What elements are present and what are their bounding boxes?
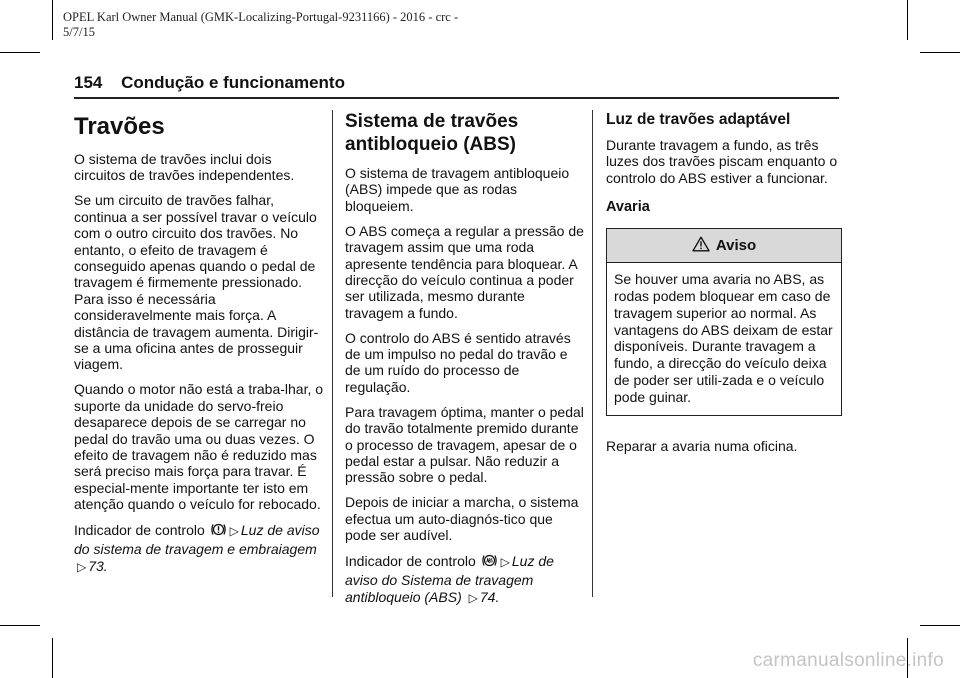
watermark: carmanualsonline.info bbox=[752, 650, 944, 671]
warning-label: Aviso bbox=[715, 236, 757, 254]
running-head bbox=[74, 73, 345, 93]
heading-brakes: Travões bbox=[74, 113, 165, 140]
paragraph: Durante travagem a fundo, as três luzes dos travões piscam enquanto o controlo do ABS estiver a funcionar. bbox=[606, 137, 838, 186]
column-brakes bbox=[74, 110, 324, 584]
warning-box bbox=[606, 228, 842, 415]
warning-header bbox=[607, 229, 841, 263]
indicator-reference bbox=[345, 552, 585, 606]
indicator-reference bbox=[74, 521, 324, 575]
document-header-line: OPEL Karl Owner Manual (GMK-Localizing-Portugal-9231166) - 2016 - crc - bbox=[63, 10, 459, 24]
cross-reference-page: 74. bbox=[479, 588, 500, 605]
paragraph: O sistema de travões inclui dois circuitos de travões independentes. bbox=[74, 151, 295, 184]
paragraph: O ABS começa a regular a pressão de travagem assim que uma roda apresente tendência para bloquear. A direcção do veículo continua a poder ser utilizada, mesmo durante travagem a fundo. bbox=[345, 222, 584, 321]
warning-text: Se houver uma avaria no ABS, as rodas podem bloquear em caso de travagem superior ao normal. As vantagens do ABS deixam de estar disponíveis. Durante travagem a fundo, a direcção do veículo deixa de poder ser utili-zada e o veículo pode guinar. bbox=[614, 271, 833, 405]
section-title: Condução e funcionamento bbox=[121, 73, 345, 92]
cross-reference-title: Luz de aviso do sistema de travagem e embraiagem bbox=[74, 522, 320, 558]
cross-reference-page: 73. bbox=[88, 557, 108, 574]
header-rule bbox=[74, 97, 839, 99]
cross-reference-title: Luz de aviso do Sistema de travagem antibloqueio (ABS) bbox=[345, 553, 554, 605]
heading-fault: Avaria bbox=[606, 199, 650, 216]
crop-mark bbox=[0, 625, 40, 626]
page-reference-arrow-icon: ▷ bbox=[500, 555, 510, 570]
heading-abs: Sistema de travões antibloqueio (ABS) bbox=[345, 111, 519, 155]
page-number: 154 bbox=[74, 73, 103, 92]
page-reference-arrow-icon: ▷ bbox=[77, 559, 87, 574]
document-header-date: 5/7/15 bbox=[63, 25, 95, 39]
paragraph: Para travagem óptima, manter o pedal do travão totalmente premido durante o processo de travagem, apesar de o pedal estar a pulsar. Não reduzir a pressão sobre o pedal. bbox=[345, 403, 584, 486]
column-adaptive-brake-light bbox=[606, 110, 842, 463]
paragraph: O sistema de travagem antibloqueio (ABS) impede que as rodas bloqueiem. bbox=[345, 165, 570, 214]
abs-icon bbox=[481, 552, 498, 572]
crop-mark bbox=[920, 52, 960, 53]
warning-triangle-icon bbox=[692, 236, 710, 256]
column-abs bbox=[345, 110, 585, 615]
indicator-prefix: Indicador de controlo bbox=[345, 553, 476, 570]
crop-mark bbox=[0, 52, 40, 53]
crop-mark bbox=[52, 0, 53, 40]
page-reference-arrow-icon: ▷ bbox=[468, 590, 478, 605]
page-reference-arrow-icon: ▷ bbox=[229, 524, 239, 539]
crop-mark bbox=[920, 625, 960, 626]
brake-warning-icon bbox=[210, 521, 227, 541]
crop-mark bbox=[52, 638, 53, 678]
column-divider bbox=[592, 110, 593, 597]
paragraph: O controlo do ABS é sentido através de um impulso no pedal do travão e de um ruído do processo de regulação. bbox=[345, 329, 571, 395]
paragraph: Reparar a avaria numa oficina. bbox=[606, 437, 798, 454]
paragraph: Se um circuito de travões falhar, continua a ser possível travar o veículo com o outro circuito dos travões. No entanto, o efeito de travagem é conseguido apenas quando o pedal de travagem é firmemente pressionado. Para isso é necessária consideravelmente mais força. A distância de travagem aumenta. Dirigir-se a uma oficina antes de prosseguir viagem. bbox=[74, 192, 319, 373]
crop-mark bbox=[907, 0, 908, 40]
document-header bbox=[63, 10, 583, 40]
column-divider bbox=[332, 110, 333, 597]
heading-adaptive-brake-light: Luz de travões adaptável bbox=[606, 111, 791, 128]
indicator-prefix: Indicador de controlo bbox=[74, 522, 205, 539]
paragraph: Quando o motor não está a traba-lhar, o suporte da unidade do servo-freio desaparece depois de se carregar no pedal do travão uma ou duas vezes. O efeito de travagem não é reduzido mas será preciso mais força para travar. É especial-mente importante ter isto em atenção quando o veículo for rebocado. bbox=[74, 381, 324, 513]
paragraph: Depois de iniciar a marcha, o sistema efectua um auto-diagnós-tico que pode ser audível. bbox=[345, 494, 579, 544]
